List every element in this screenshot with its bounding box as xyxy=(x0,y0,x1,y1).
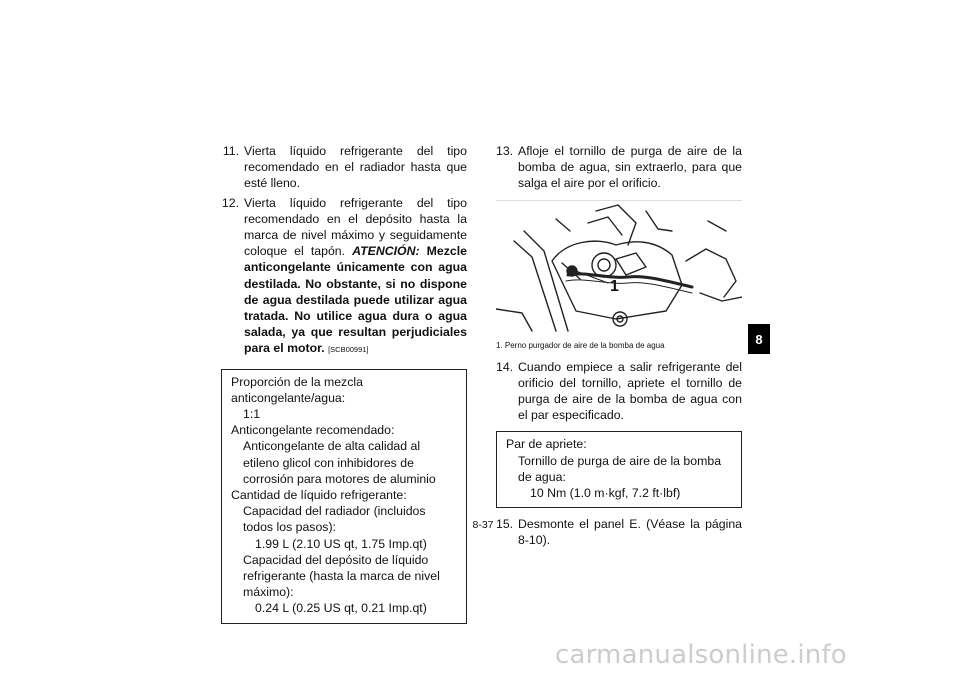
spec-line: Tornillo de purga de aire de la bomba de agua: xyxy=(518,453,722,484)
figure-caption: 1. Perno purgador de aire de la bomba de agua xyxy=(496,340,665,350)
step-text: Afloje el tornillo de purga de aire de la bomba de agua, sin extraerlo, para que salga el aire por el orificio. xyxy=(518,144,742,191)
step-number: 15. xyxy=(496,517,514,532)
step-number: 14. xyxy=(496,359,514,374)
left-column xyxy=(221,143,467,624)
spec-line: Proporción de la mezcla anticongelante/agua: xyxy=(231,374,363,405)
spec-line: Anticongelante de alta calidad al etileno glicol con inhibidores de corrosión para motores de aluminio xyxy=(243,439,436,486)
chapter-tab: 8 xyxy=(748,324,770,354)
torque-spec-box xyxy=(496,431,742,508)
step-text: Desmonte el panel E. (Véase la página 8-10). xyxy=(518,517,742,548)
water-pump-figure xyxy=(496,200,742,336)
reference-code: [SCB00991] xyxy=(328,345,369,355)
spec-line: Capacidad del depósito de líquido refrigerante (hasta la marca de nivel máximo): xyxy=(243,552,440,600)
warning-text: Mezcle anticongelante únicamente con agua destilada. No obstante, si no dispone de agua destilada puede utilizar agua tratada. No utilice agua dura o agua salada, ya que resultan perjudiciales para el motor. xyxy=(244,244,467,356)
coolant-spec-box xyxy=(221,369,467,624)
page-number: 8-37 xyxy=(472,519,494,531)
step-13 xyxy=(496,143,742,192)
step-12 xyxy=(221,195,467,359)
spec-line: 1:1 xyxy=(243,407,261,422)
watermark: carmanualsonline.info xyxy=(555,640,847,670)
callout-1: 1 xyxy=(610,277,619,295)
step-14 xyxy=(496,359,742,424)
step-text: Cuando empiece a salir refrigerante del orificio del tornillo, apriete el tornillo de purga de aire de la bomba de agua con el par especificado. xyxy=(518,359,742,423)
step-15 xyxy=(496,516,742,548)
spec-line: Cantidad de líquido refrigerante: xyxy=(231,488,407,503)
step-text: Vierta líquido refrigerante del tipo recomendado en el depósito hasta la marca de nivel máximo y seguidamente coloque el tapón. xyxy=(244,195,467,259)
engine-illustration xyxy=(496,201,742,336)
step-11 xyxy=(221,143,467,192)
step-number: 11. xyxy=(222,144,239,158)
step-text: Vierta líquido refrigerante del tipo recomendado en el radiador hasta que esté lleno. xyxy=(244,144,467,191)
step-number: 13. xyxy=(496,144,514,158)
spec-line: 10 Nm (1.0 m·kgf, 7.2 ft·lbf) xyxy=(530,486,681,501)
spec-line: Capacidad del radiador (incluidos todos los pasos): xyxy=(243,504,426,535)
spec-line: Par de apriete: xyxy=(506,437,587,452)
spec-line: 0.24 L (0.25 US qt, 0.21 Imp.qt) xyxy=(255,601,427,616)
right-column xyxy=(496,143,742,552)
warning-label: ATENCIÓN: xyxy=(352,244,420,259)
spec-line: 1.99 L (2.10 US qt, 1.75 Imp.qt) xyxy=(255,536,427,551)
step-number: 12. xyxy=(221,195,239,210)
spec-line: Anticongelante recomendado: xyxy=(231,423,395,438)
